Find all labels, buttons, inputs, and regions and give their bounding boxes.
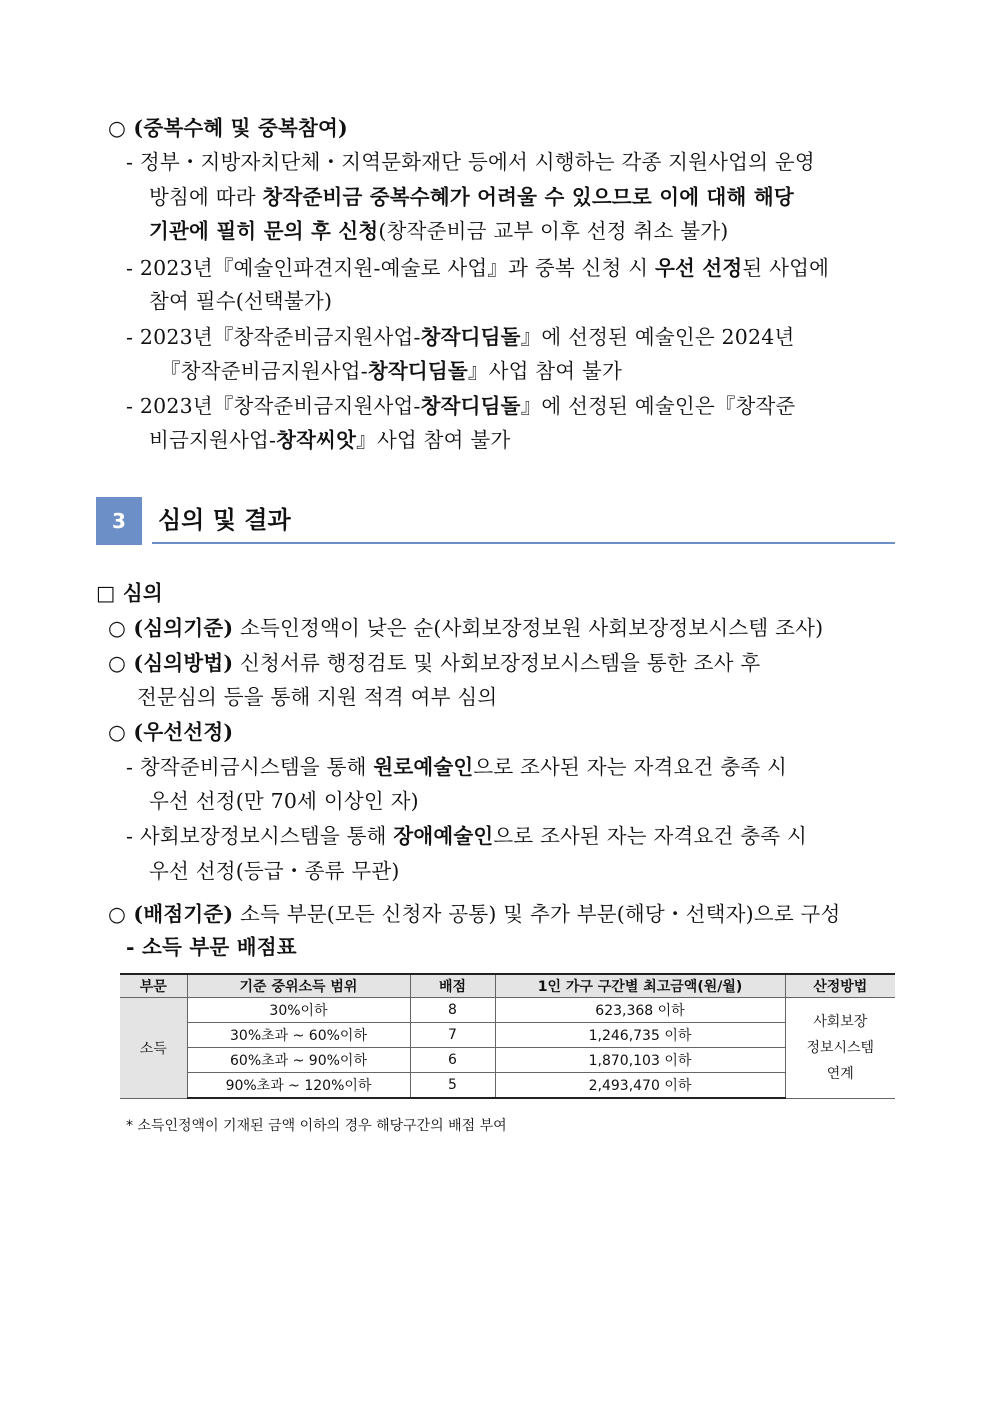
score-cell: 7 [410, 1023, 495, 1048]
table-row [120, 1048, 895, 1073]
review-heading: □ 심의 [96, 581, 163, 605]
dup-item-1-text-2a: 방침에 따라 [149, 185, 263, 209]
dup-item-3-text-1a: - 2023년『창작준비금지원사업- [126, 325, 421, 349]
dup-item-3-text-2a: 『창작준비금지원사업- [160, 359, 368, 383]
dup-item-3-line-2 [160, 356, 622, 386]
scoring-subheading: - 소득 부문 배점표 [126, 935, 297, 959]
amount-cell: 1,870,103 이하 [495, 1048, 785, 1073]
method-line-1: 사회보장 [813, 1013, 868, 1030]
priority-item-2-text-1a: - 사회보장정보시스템을 통해 [126, 824, 394, 848]
priority-item-1-bold-1b: 원로예술인 [373, 755, 474, 779]
score-cell: 8 [410, 998, 495, 1023]
table-row [120, 1073, 895, 1099]
scoring-label: ○ (배점기준) [108, 902, 234, 926]
score-cell: 6 [410, 1048, 495, 1073]
dup-item-1-line-2 [149, 182, 896, 212]
review-method-label: ○ (심의방법) [108, 651, 234, 675]
range-cell: 30%초과 ~ 60%이하 [187, 1023, 410, 1048]
dup-item-1-line-1 [126, 147, 896, 177]
range-cell: 60%초과 ~ 90%이하 [187, 1048, 410, 1073]
dup-item-4-text-1c: 』에 선정된 예술인은『창작준 [520, 394, 796, 418]
method-cell [785, 998, 895, 1099]
section-number-badge: 3 [96, 497, 142, 545]
dup-item-4-bold-2b: 창작씨앗 [276, 428, 357, 452]
dup-heading: ○ (중복수혜 및 중복참여) [108, 116, 348, 140]
dup-item-1-line-3 [149, 216, 728, 246]
dup-item-4-bold-1b: 창작디딤돌 [420, 394, 521, 418]
priority-item-1-line-1 [126, 752, 787, 782]
priority-item-2-bold-1b: 장애예술인 [393, 824, 494, 848]
priority-item-1-text-1c: 으로 조사된 자는 자격요건 충족 시 [473, 755, 787, 779]
header-category: 부문 [120, 974, 187, 998]
income-score-table [120, 973, 895, 1099]
dup-item-4-line-2 [149, 425, 510, 455]
scoring-text: 소득 부문(모든 신청자 공통) 및 추가 부문(해당・선택자)으로 구성 [233, 902, 841, 926]
dup-item-2-text-1a: - 2023년『예술인파견지원-예술로 사업』과 중복 신청 시 [126, 256, 655, 280]
dup-item-1-text: - 정부・지방자치단체・지역문화재단 등에서 시행하는 각종 지원사업의 운영 [126, 150, 815, 174]
table-row [120, 1023, 895, 1048]
header-method: 산정방법 [785, 974, 895, 998]
category-cell: 소득 [120, 998, 187, 1099]
dup-item-4-text-2c: 』사업 참여 불가 [356, 428, 511, 452]
dup-item-3-line-1 [126, 322, 795, 352]
score-cell: 5 [410, 1073, 495, 1099]
method-line-3: 연계 [826, 1065, 854, 1082]
dup-item-2-bold-1b: 우선 선정 [654, 256, 743, 280]
priority-item-1-line-2: 우선 선정(만 70세 이상인 자) [149, 789, 419, 813]
dup-item-3-text-2c: 』사업 참여 불가 [467, 359, 623, 383]
section-divider [152, 542, 895, 544]
dup-item-3-bold-2b: 창작디딤돌 [367, 359, 468, 383]
review-method-line-1 [108, 648, 760, 678]
dup-item-1-bold-3a: 기관에 필히 문의 후 신청 [149, 219, 379, 243]
priority-item-2-text-1c: 으로 조사된 자는 자격요건 충족 시 [493, 824, 807, 848]
header-range: 기준 중위소득 범위 [187, 974, 410, 998]
review-criteria [108, 613, 823, 643]
table-row [120, 998, 895, 1023]
review-method-text-1: 신청서류 행정검토 및 사회보장정보시스템을 통한 조사 후 [233, 651, 761, 675]
table-header-row [120, 974, 895, 998]
scoring-criteria [108, 899, 841, 929]
table-footnote: * 소득인정액이 기재된 금액 이하의 경우 해당구간의 배점 부여 [126, 1118, 507, 1134]
dup-item-4-line-1 [126, 391, 796, 421]
priority-heading: ○ (우선선정) [108, 720, 234, 744]
header-amount: 1인 가구 구간별 최고금액(원/월) [495, 974, 785, 998]
review-method-line-2: 전문심의 등을 통해 지원 적격 여부 심의 [137, 685, 498, 709]
amount-cell: 1,246,735 이하 [495, 1023, 785, 1048]
priority-item-2-line-1 [126, 821, 807, 851]
dup-item-2-line-2: 참여 필수(선택불가) [149, 289, 333, 313]
review-criteria-text: 소득인정액이 낮은 순(사회보장정보원 사회보장정보시스템 조사) [233, 616, 824, 640]
range-cell: 30%이하 [187, 998, 410, 1023]
section-title: 심의 및 결과 [158, 506, 291, 534]
review-criteria-label: ○ (심의기준) [108, 616, 234, 640]
range-cell: 90%초과 ~ 120%이하 [187, 1073, 410, 1099]
dup-item-4-text-1a: - 2023년『창작준비금지원사업- [126, 394, 421, 418]
priority-item-2-line-2: 우선 선정(등급・종류 무관) [149, 859, 400, 883]
dup-item-2-line-1 [126, 253, 829, 283]
amount-cell: 623,368 이하 [495, 998, 785, 1023]
dup-item-1-text-3b: (창작준비금 교부 이후 선정 취소 불가) [378, 219, 729, 243]
dup-item-3-bold-1b: 창작디딤돌 [420, 325, 521, 349]
method-line-2: 정보시스템 [806, 1039, 875, 1056]
dup-item-2-text-1c: 된 사업에 [742, 256, 830, 280]
dup-item-1-bold-2b: 창작준비금 중복수혜가 어려울 수 있으므로 이에 대해 해당 [262, 185, 794, 209]
header-score: 배점 [410, 974, 495, 998]
priority-item-1-text-1a: - 창작준비금시스템을 통해 [126, 755, 374, 779]
amount-cell: 2,493,470 이하 [495, 1073, 785, 1099]
dup-item-3-text-1c: 』에 선정된 예술인은 2024년 [520, 325, 795, 349]
dup-item-4-text-2a: 비금지원사업- [149, 428, 277, 452]
